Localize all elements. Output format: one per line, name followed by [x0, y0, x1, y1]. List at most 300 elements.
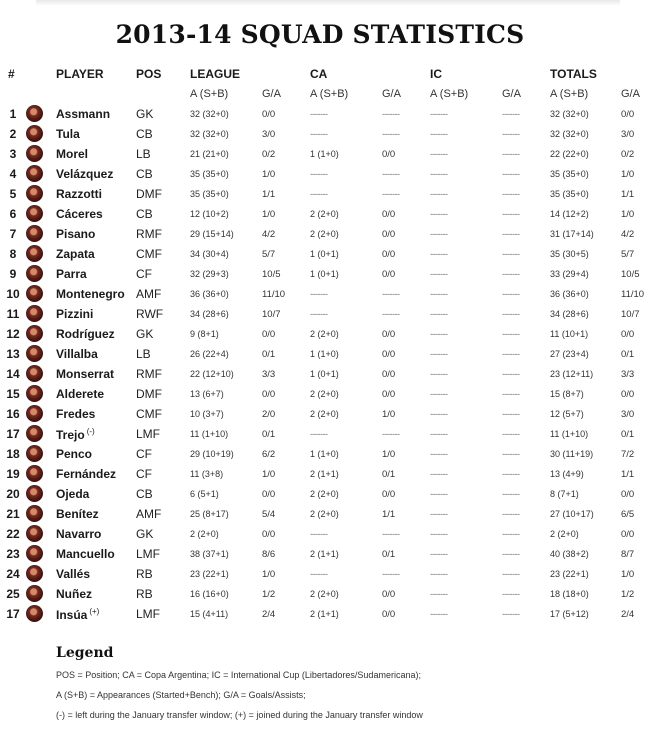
totals-ga: 1/0 — [621, 208, 635, 220]
ic-ga: ------- — [502, 229, 520, 239]
ca-apps: 2 (2+0) — [310, 489, 339, 499]
ic-ga: ------- — [502, 209, 520, 219]
ic-ga: ------- — [502, 509, 520, 519]
ca-apps: ------- — [310, 569, 328, 579]
league-ga: 11/10 — [262, 288, 286, 300]
league-apps: 29 (15+14) — [190, 229, 234, 239]
league-ga: 1/0 — [262, 168, 276, 180]
header-pos: POS — [136, 67, 162, 81]
subheader-totals-apps: A (S+B) — [550, 88, 589, 100]
ic-apps: ------- — [430, 529, 448, 539]
avatar-cell — [26, 324, 56, 344]
ca-apps: ------- — [310, 309, 328, 319]
player-name-cell — [56, 584, 136, 604]
ca-ga: 0/0 — [382, 348, 396, 360]
ic-ga: ------- — [502, 289, 520, 299]
ic-apps: ------- — [430, 369, 448, 379]
ca-ga: 0/0 — [382, 248, 396, 260]
player-name-cell — [56, 144, 136, 164]
ca-apps: 2 (2+0) — [310, 509, 339, 519]
league-ga: 10/5 — [262, 268, 281, 280]
player-name-cell — [56, 504, 136, 524]
player-position: CB — [136, 207, 153, 221]
avatar-cell — [26, 604, 56, 624]
header-league: LEAGUE — [190, 67, 241, 81]
totals-apps: 15 (8+7) — [550, 389, 584, 399]
avatar-cell — [26, 284, 56, 304]
avatar-cell — [26, 504, 56, 524]
player-name-cell — [56, 484, 136, 504]
player-name-cell — [56, 224, 136, 244]
totals-apps: 34 (28+6) — [550, 309, 589, 319]
league-apps: 38 (37+1) — [190, 549, 229, 559]
league-ga: 2/4 — [262, 608, 276, 620]
ic-apps: ------- — [430, 149, 448, 159]
avatar — [26, 145, 43, 162]
avatar — [26, 225, 43, 242]
table-row — [0, 344, 656, 364]
player-number: 17 — [6, 607, 20, 621]
totals-apps: 35 (35+0) — [550, 169, 589, 179]
ic-apps: ------- — [430, 249, 448, 259]
avatar — [26, 285, 43, 302]
totals-apps: 31 (17+14) — [550, 229, 594, 239]
player-number: 16 — [6, 407, 20, 421]
table-row — [0, 204, 656, 224]
player-number: 19 — [6, 467, 20, 481]
player-position: LMF — [136, 547, 160, 561]
ic-apps: ------- — [430, 469, 448, 479]
ca-ga: ------- — [382, 189, 400, 199]
league-apps: 15 (4+11) — [190, 609, 229, 619]
totals-ga: 0/1 — [621, 428, 635, 440]
subheader-ca-apps: A (S+B) — [310, 88, 349, 100]
ic-ga: ------- — [502, 589, 520, 599]
ca-apps: ------- — [310, 129, 328, 139]
totals-apps: 32 (32+0) — [550, 129, 589, 139]
player-position: CF — [136, 267, 152, 281]
ic-apps: ------- — [430, 409, 448, 419]
avatar — [26, 445, 43, 462]
avatar — [26, 265, 43, 282]
ic-ga: ------- — [502, 409, 520, 419]
player-position: GK — [136, 107, 154, 121]
player-name: Vallés — [56, 567, 91, 581]
ca-ga: ------- — [382, 429, 400, 439]
league-ga: 3/0 — [262, 128, 276, 140]
league-ga: 0/0 — [262, 388, 276, 400]
ca-apps: 2 (2+0) — [310, 589, 339, 599]
league-apps: 11 (1+10) — [190, 429, 229, 439]
ca-ga: 0/0 — [382, 588, 396, 600]
avatar — [26, 185, 43, 202]
avatar-cell — [26, 404, 56, 424]
ca-ga: 0/0 — [382, 388, 396, 400]
league-apps: 21 (21+0) — [190, 149, 229, 159]
ca-apps: ------- — [310, 289, 328, 299]
ic-ga: ------- — [502, 189, 520, 199]
totals-ga: 0/0 — [621, 388, 635, 400]
league-ga: 3/3 — [262, 368, 276, 380]
ic-apps: ------- — [430, 309, 448, 319]
player-position: RMF — [136, 367, 162, 381]
avatar-cell — [26, 544, 56, 564]
player-number: 10 — [6, 287, 20, 301]
league-ga: 4/2 — [262, 228, 276, 240]
player-name-cell — [56, 544, 136, 564]
player-number: 21 — [6, 507, 20, 521]
ca-apps: 2 (1+1) — [310, 469, 339, 479]
player-number: 14 — [6, 367, 20, 381]
player-name: Razzotti — [56, 187, 102, 201]
avatar — [26, 565, 43, 582]
totals-apps: 22 (22+0) — [550, 149, 589, 159]
ca-apps: ------- — [310, 529, 328, 539]
avatar-cell — [26, 584, 56, 604]
avatar-cell — [26, 124, 56, 144]
ca-ga: 0/0 — [382, 328, 396, 340]
ca-apps: 2 (2+0) — [310, 209, 339, 219]
table-row — [0, 384, 656, 404]
player-position: GK — [136, 327, 154, 341]
player-number: 4 — [9, 167, 17, 181]
avatar — [26, 525, 43, 542]
ic-ga: ------- — [502, 129, 520, 139]
player-name: Fernández — [56, 467, 117, 481]
avatar — [26, 385, 43, 402]
player-name: Montenegro — [56, 287, 125, 301]
header-player: PLAYER — [56, 67, 104, 81]
player-name-cell — [56, 524, 136, 544]
ca-ga: 0/0 — [382, 148, 396, 160]
header-num: # — [8, 67, 15, 81]
ca-apps: 2 (2+0) — [310, 409, 339, 419]
totals-apps: 23 (22+1) — [550, 569, 589, 579]
player-number: 20 — [6, 487, 20, 501]
totals-ga: 7/2 — [621, 448, 635, 460]
transfer-mark: (-) — [86, 426, 95, 436]
player-name: Pisano — [56, 227, 96, 241]
totals-apps: 12 (5+7) — [550, 409, 584, 419]
player-number: 23 — [6, 547, 20, 561]
ic-ga: ------- — [502, 309, 520, 319]
ca-ga: 1/0 — [382, 448, 396, 460]
player-name-cell — [56, 104, 136, 124]
totals-apps: 35 (30+5) — [550, 249, 589, 259]
player-name: Cáceres — [56, 207, 103, 221]
league-apps: 10 (3+7) — [190, 409, 224, 419]
player-position: AMF — [136, 287, 162, 301]
player-number: 22 — [6, 527, 20, 541]
table-row — [0, 244, 656, 264]
ic-ga: ------- — [502, 349, 520, 359]
totals-ga: 3/0 — [621, 408, 635, 420]
totals-ga: 1/1 — [621, 468, 635, 480]
totals-ga: 3/3 — [621, 368, 635, 380]
table-row — [0, 504, 656, 524]
player-position: RWF — [136, 307, 164, 321]
totals-ga: 0/0 — [621, 328, 635, 340]
player-name: Alderete — [56, 387, 105, 401]
player-name: Nuñez — [56, 587, 92, 601]
ic-apps: ------- — [430, 289, 448, 299]
totals-apps: 2 (2+0) — [550, 529, 579, 539]
ic-ga: ------- — [502, 369, 520, 379]
totals-apps: 8 (7+1) — [550, 489, 579, 499]
ic-ga: ------- — [502, 569, 520, 579]
league-apps: 9 (8+1) — [190, 329, 219, 339]
avatar — [26, 125, 43, 142]
header-totals: TOTALS — [550, 67, 597, 81]
player-name-cell — [56, 424, 136, 444]
ic-ga: ------- — [502, 529, 520, 539]
table-row — [0, 304, 656, 324]
totals-apps: 17 (5+12) — [550, 609, 589, 619]
totals-apps: 30 (11+19) — [550, 449, 594, 459]
ic-apps: ------- — [430, 489, 448, 499]
ca-ga: 1/1 — [382, 508, 396, 520]
ca-ga: ------- — [382, 129, 400, 139]
avatar — [26, 305, 43, 322]
player-number: 3 — [9, 147, 17, 161]
league-ga: 10/7 — [262, 308, 281, 320]
player-name-cell — [56, 364, 136, 384]
ca-ga: 0/0 — [382, 368, 396, 380]
avatar — [26, 485, 43, 502]
totals-ga: 1/2 — [621, 588, 635, 600]
ca-ga: 0/0 — [382, 488, 396, 500]
player-position: CB — [136, 487, 153, 501]
ca-ga: 0/0 — [382, 608, 396, 620]
player-number: 18 — [6, 447, 20, 461]
player-name-cell — [56, 344, 136, 364]
league-ga: 0/0 — [262, 528, 276, 540]
avatar-cell — [26, 184, 56, 204]
player-name-cell — [56, 404, 136, 424]
avatar-cell — [26, 304, 56, 324]
table-row — [0, 144, 656, 164]
player-name-cell — [56, 304, 136, 324]
player-number: 2 — [9, 127, 17, 141]
ic-ga: ------- — [502, 109, 520, 119]
player-number: 5 — [9, 187, 17, 201]
player-position: RB — [136, 587, 153, 601]
ca-apps: ------- — [310, 429, 328, 439]
subheader-ic-ga: G/A — [502, 88, 521, 100]
avatar-cell — [26, 344, 56, 364]
totals-apps: 36 (36+0) — [550, 289, 589, 299]
league-apps: 16 (16+0) — [190, 589, 229, 599]
player-name: Penco — [56, 447, 93, 461]
ca-apps: 2 (2+0) — [310, 329, 339, 339]
ca-apps: ------- — [310, 189, 328, 199]
ic-ga: ------- — [502, 549, 520, 559]
ca-ga: 0/1 — [382, 548, 396, 560]
league-ga: 1/1 — [262, 188, 276, 200]
totals-ga: 1/1 — [621, 188, 635, 200]
totals-apps: 14 (12+2) — [550, 209, 589, 219]
subheader-ic-apps: A (S+B) — [430, 88, 469, 100]
avatar — [26, 345, 43, 362]
table-row — [0, 584, 656, 604]
ic-apps: ------- — [430, 569, 448, 579]
avatar-cell — [26, 524, 56, 544]
player-position: CMF — [136, 407, 162, 421]
player-name: Velázquez — [56, 167, 114, 181]
player-name-cell — [56, 284, 136, 304]
player-number: 25 — [6, 587, 20, 601]
league-ga: 1/0 — [262, 208, 276, 220]
league-apps: 32 (29+3) — [190, 269, 229, 279]
league-apps: 22 (12+10) — [190, 369, 234, 379]
ca-ga: 0/1 — [382, 468, 396, 480]
ic-ga: ------- — [502, 389, 520, 399]
subheader-totals-ga: G/A — [621, 88, 640, 100]
player-position: LMF — [136, 607, 160, 621]
player-name: Villalba — [56, 347, 98, 361]
ca-apps: 2 (2+0) — [310, 229, 339, 239]
ic-apps: ------- — [430, 109, 448, 119]
totals-ga: 4/2 — [621, 228, 635, 240]
ca-ga: ------- — [382, 309, 400, 319]
player-position: DMF — [136, 387, 162, 401]
top-rule — [36, 0, 620, 6]
player-name-cell — [56, 324, 136, 344]
ca-ga: ------- — [382, 169, 400, 179]
ic-apps: ------- — [430, 169, 448, 179]
totals-apps: 11 (1+10) — [550, 429, 589, 439]
league-ga: 0/0 — [262, 328, 276, 340]
table-row — [0, 424, 656, 444]
league-apps: 6 (5+1) — [190, 489, 219, 499]
player-number: 8 — [9, 247, 17, 261]
ic-apps: ------- — [430, 209, 448, 219]
league-apps: 35 (35+0) — [190, 169, 229, 179]
league-ga: 0/0 — [262, 108, 276, 120]
player-position: LB — [136, 347, 151, 361]
player-name: Pizzini — [56, 307, 94, 321]
ic-ga: ------- — [502, 249, 520, 259]
player-name: Benítez — [56, 507, 99, 521]
avatar-cell — [26, 444, 56, 464]
player-number: 6 — [9, 207, 17, 221]
ca-ga: 0/0 — [382, 268, 396, 280]
ic-ga: ------- — [502, 329, 520, 339]
header-ca: CA — [310, 67, 328, 81]
totals-ga: 3/0 — [621, 128, 635, 140]
ca-apps: 1 (1+0) — [310, 449, 339, 459]
table-row — [0, 544, 656, 564]
ic-apps: ------- — [430, 229, 448, 239]
player-number: 12 — [6, 327, 20, 341]
ic-apps: ------- — [430, 129, 448, 139]
player-position: LB — [136, 147, 151, 161]
ca-apps: 2 (1+1) — [310, 549, 339, 559]
table-row — [0, 324, 656, 344]
totals-apps: 23 (12+11) — [550, 369, 594, 379]
avatar-cell — [26, 484, 56, 504]
league-apps: 12 (10+2) — [190, 209, 229, 219]
avatar-cell — [26, 424, 56, 444]
ic-apps: ------- — [430, 609, 448, 619]
legend-title: Legend — [56, 645, 114, 661]
player-name-cell — [56, 124, 136, 144]
totals-ga: 11/10 — [621, 288, 645, 300]
player-position: CF — [136, 467, 152, 481]
league-ga: 0/2 — [262, 148, 276, 160]
page-title: 2013-14 SQUAD STATISTICS — [115, 20, 525, 49]
table-row — [0, 444, 656, 464]
table-row — [0, 604, 656, 624]
player-name-cell — [56, 604, 136, 624]
table-row — [0, 464, 656, 484]
ic-apps: ------- — [430, 389, 448, 399]
ic-apps: ------- — [430, 349, 448, 359]
ca-ga: 0/0 — [382, 208, 396, 220]
table-row — [0, 264, 656, 284]
ca-apps: 1 (0+1) — [310, 249, 339, 259]
league-apps: 2 (2+0) — [190, 529, 219, 539]
table-row — [0, 484, 656, 504]
player-name: Tula — [56, 127, 80, 141]
ic-apps: ------- — [430, 329, 448, 339]
player-position: CF — [136, 447, 152, 461]
ca-apps: 1 (0+1) — [310, 369, 339, 379]
player-number: 24 — [6, 567, 20, 581]
player-name: Insúa — [56, 607, 88, 622]
totals-ga: 10/7 — [621, 308, 640, 320]
subheader-league-ga: G/A — [262, 88, 281, 100]
transfer-mark: (+) — [89, 606, 100, 616]
league-apps: 35 (35+0) — [190, 189, 229, 199]
totals-ga: 0/2 — [621, 148, 635, 160]
avatar-cell — [26, 204, 56, 224]
table-row — [0, 524, 656, 544]
league-ga: 2/0 — [262, 408, 276, 420]
league-apps: 32 (32+0) — [190, 129, 229, 139]
league-apps: 36 (36+0) — [190, 289, 229, 299]
league-ga: 8/6 — [262, 548, 276, 560]
avatar — [26, 425, 43, 442]
player-name: Mancuello — [56, 547, 115, 561]
player-number: 1 — [9, 107, 17, 121]
avatar — [26, 165, 43, 182]
ca-apps: ------- — [310, 169, 328, 179]
league-apps: 23 (22+1) — [190, 569, 229, 579]
ic-ga: ------- — [502, 609, 520, 619]
player-number: 7 — [9, 227, 17, 241]
table-row — [0, 124, 656, 144]
table-row — [0, 404, 656, 424]
league-apps: 32 (32+0) — [190, 109, 229, 119]
avatar-cell — [26, 164, 56, 184]
subheader-league-apps: A (S+B) — [190, 88, 229, 100]
avatar-cell — [26, 244, 56, 264]
player-position: GK — [136, 527, 154, 541]
avatar — [26, 505, 43, 522]
ic-ga: ------- — [502, 449, 520, 459]
table-row — [0, 184, 656, 204]
ca-apps: 1 (1+0) — [310, 349, 339, 359]
totals-ga: 2/4 — [621, 608, 635, 620]
player-number: 15 — [6, 387, 20, 401]
table-row — [0, 164, 656, 184]
player-name: Fredes — [56, 407, 96, 421]
avatar — [26, 105, 43, 122]
totals-ga: 0/1 — [621, 348, 635, 360]
league-ga: 5/7 — [262, 248, 276, 260]
league-apps: 34 (30+4) — [190, 249, 229, 259]
